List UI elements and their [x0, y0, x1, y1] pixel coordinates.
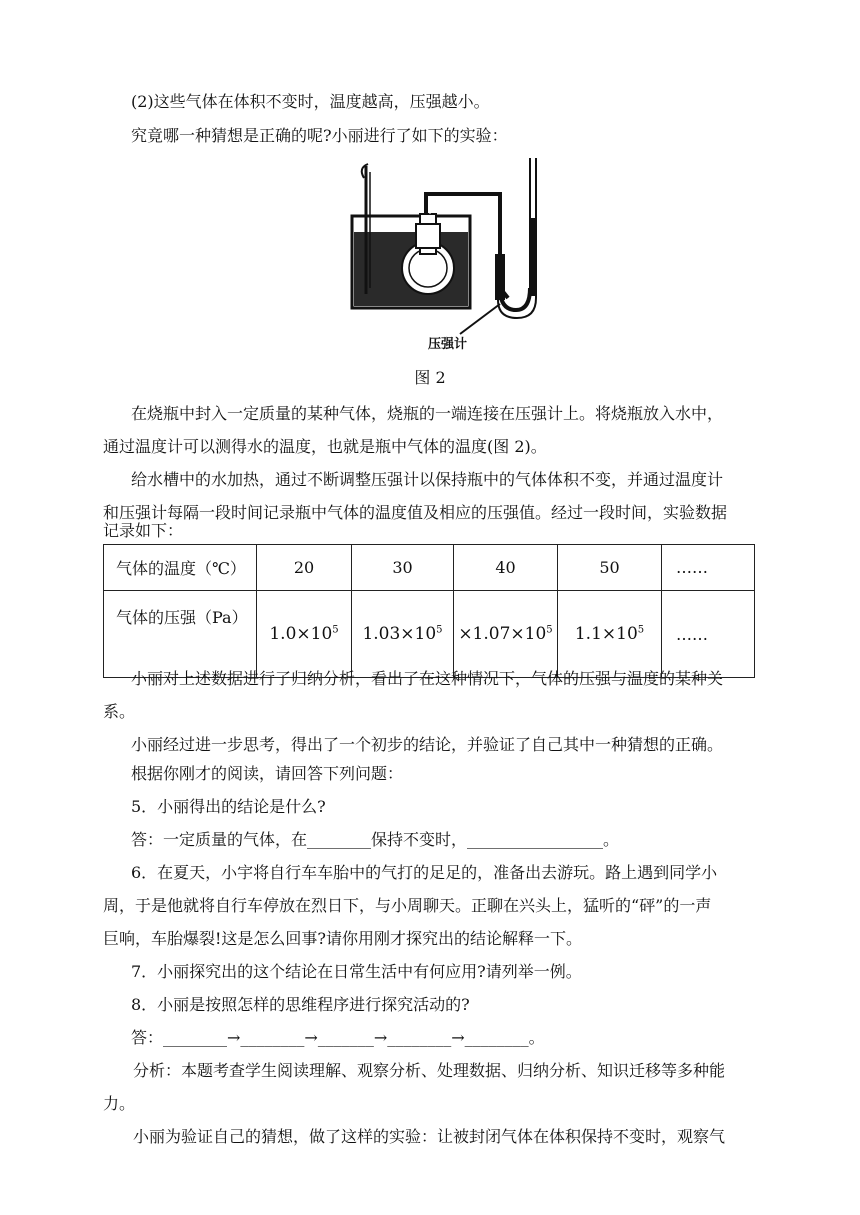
question-6-line-2: 周，于是他就将自行车停放在烈日下，与小周聊天。正聊在兴头上，猛听的“砰”的一声: [103, 896, 712, 915]
question-intro: 究竟哪一种猜想是正确的呢?小丽进行了如下的实验：: [131, 126, 508, 145]
table-cell: 50: [558, 545, 662, 591]
question-6-line-1: 6．在夏天，小宇将自行车车胎中的气打的足足的，准备出去游玩。路上遇到同学小: [131, 863, 718, 882]
paragraph-2-line-2: 和压强计每隔一段时间记录瓶中气体的温度值及相应的压强值。经过一段时间，实验数据: [103, 503, 728, 522]
question-7: 7．小丽探究出的这个结论在日常生活中有何应用?请列举一例。: [131, 962, 582, 981]
table-cell: ……: [662, 591, 755, 678]
paragraph-3-line-2: 系。: [103, 702, 136, 721]
figure-caption: 图 2: [414, 368, 446, 387]
answer-8: 答：________→________→_______→________→________。: [131, 1028, 545, 1047]
table-header-pressure: 气体的压强（Pa）: [104, 591, 257, 678]
table-cell: $1.03\times 10^5$: [352, 591, 454, 678]
experiment-figure: [340, 158, 540, 354]
table-row-pressure: [104, 591, 755, 678]
paragraph-2-line-1: 给水槽中的水加热，通过不断调整压强计以保持瓶中的气体体积不变，并通过温度计: [131, 470, 724, 489]
hypothesis-2: (2)这些气体在体积不变时，温度越高，压强越小。: [131, 92, 490, 111]
answer-5: 答：一定质量的气体，在________保持不变时，_________________。: [131, 830, 620, 849]
question-5: 5．小丽得出的结论是什么?: [131, 797, 326, 816]
paragraph-3-line-1: 小丽对上述数据进行了归纳分析，看出了在这种情况下，气体的压强与温度的某种关: [131, 669, 724, 688]
question-8: 8．小丽是按照怎样的思维程序进行探究活动的?: [131, 995, 470, 1014]
manometer-label: 压强计: [428, 337, 468, 352]
data-table: [103, 544, 755, 678]
paragraph-5: 根据你刚才的阅读，请回答下列问题：: [131, 764, 404, 783]
paragraph-2-line-3: 记录如下：: [103, 521, 184, 540]
table-cell: 20: [257, 545, 352, 591]
paragraph-4: 小丽经过进一步思考，得出了一个初步的结论，并验证了自己其中一种猜想的正确。: [131, 735, 724, 754]
analysis-line-2: 力。: [103, 1094, 136, 1113]
question-6-line-3: 巨响，车胎爆裂!这是怎么回事?请你用刚才探究出的结论解释一下。: [103, 929, 583, 948]
table-header-temperature: 气体的温度（℃）: [104, 545, 257, 591]
analysis-line-3: 小丽为验证自己的猜想，做了这样的实验：让被封闭气体在体积保持不变时，观察气: [133, 1127, 726, 1146]
table-cell: 30: [352, 545, 454, 591]
table-cell: $1.0\times 10^5$: [257, 591, 352, 678]
table-cell: ……: [662, 545, 755, 591]
table-cell: 40: [454, 545, 558, 591]
table-row-temperature: [104, 545, 755, 591]
paragraph-1-line-1: 在烧瓶中封入一定质量的某种气体，烧瓶的一端连接在压强计上。将烧瓶放入水中，: [131, 404, 724, 423]
table-cell: $1.1\times 10^5$: [558, 591, 662, 678]
analysis-line-1: 分析：本题考查学生阅读理解、观察分析、处理数据、归纳分析、知识迁移等多种能: [133, 1061, 726, 1080]
table-cell: $\times 1.07\times 10^5$: [454, 591, 558, 678]
flask-icon: [402, 214, 454, 294]
paragraph-1-line-2: 通过温度计可以测得水的温度，也就是瓶中气体的温度(图 2)。: [103, 437, 547, 456]
